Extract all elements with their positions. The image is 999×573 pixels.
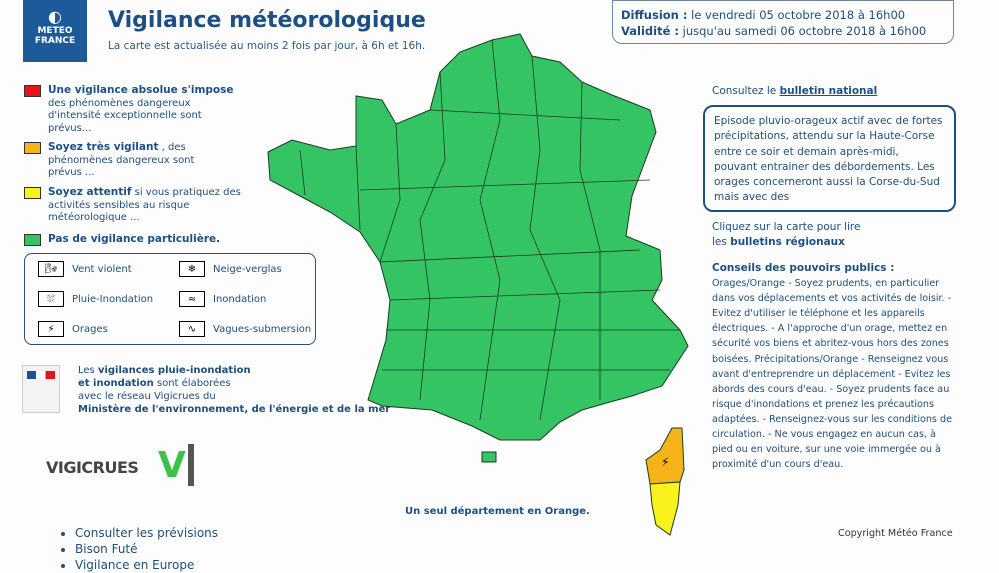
- regional-bulletins-link[interactable]: bulletins régionaux: [730, 236, 845, 248]
- logo-text-line1: METEO: [37, 26, 73, 36]
- legend-text: , des phénomènes dangereux sont prévus ...: [48, 142, 195, 178]
- ministry-t1: Les: [78, 365, 98, 376]
- legend-title: Soyez attentif: [48, 186, 132, 198]
- v-letter: V: [158, 445, 186, 486]
- regional-prefix: les: [712, 236, 731, 248]
- legend-text: si vous pratiquez des activités sensibles au risque météorologique ...: [48, 187, 241, 223]
- phenomenon-label: Pluie-Inondation: [72, 293, 154, 305]
- snow-ice-icon: ❄: [179, 261, 205, 277]
- lightning-icon: ⚡: [38, 321, 64, 337]
- national-prefix: Consultez le: [712, 85, 780, 97]
- map-inset[interactable]: [482, 452, 496, 462]
- regional-line1: Cliquez sur la carte pour lire: [712, 221, 861, 233]
- page-subtitle: La carte est actualisée au moins 2 fois par jour, à 6h et 16h.: [108, 40, 426, 52]
- validite-value: jusqu'au samedi 06 octobre 2018 à 16h00: [682, 24, 927, 38]
- advice-title: Conseils des pouvoirs publics :: [712, 262, 895, 274]
- flood-icon: ≈: [179, 291, 205, 307]
- rain-flood-icon: ⛆: [38, 291, 64, 307]
- link-bison-fute[interactable]: • Bison Futé: [75, 541, 218, 557]
- legend-text: des phénomènes dangereux d'intensité exceptionnelle sont prévus...: [48, 97, 202, 134]
- map-caption: Un seul département en Orange.: [405, 506, 590, 517]
- link-europe[interactable]: • Vigilance en Europe: [75, 557, 218, 573]
- waves-icon: ∿: [179, 321, 205, 337]
- map-france[interactable]: [268, 34, 688, 440]
- bulletin-box: Episode pluvio-orageux actif avec de fortes précipitations, attendu sur la Haute-Corse entre ce soir et demain après-midi, pouvant entrainer des débordements. Les orages concerneront aussi la Corse-du-Sud mais avec des: [703, 105, 956, 212]
- map-corse-du-sud[interactable]: [650, 482, 680, 535]
- logo-icon: ◐: [48, 7, 62, 26]
- phenomenon-label: Vagues-submersion: [213, 323, 312, 335]
- lightning-icon: ⚡: [661, 455, 670, 469]
- phenomenon-label: Inondation: [213, 293, 267, 305]
- legend-title: Soyez très vigilant: [48, 141, 159, 153]
- ministry-t3: avec le réseau Vigicrues du: [78, 391, 216, 402]
- ministry-t2: sont élaborées: [153, 378, 231, 389]
- legend-title: Pas de vigilance particulière.: [48, 233, 221, 245]
- national-bulletin-line: [712, 84, 877, 99]
- ministry-b1: vigilances pluie-inondation: [97, 365, 251, 376]
- phenomenon-label: Orages: [72, 323, 108, 335]
- copyright: Copyright Météo France: [838, 528, 953, 539]
- public-advice: [712, 261, 952, 472]
- regional-bulletins-line: [712, 220, 860, 250]
- link-previsions[interactable]: • Consulter les prévisions: [75, 525, 218, 541]
- phenomenon-label: Neige-verglas: [213, 263, 282, 275]
- page-title: Vigilance météorologique: [108, 8, 426, 33]
- logo-text-line2: FRANCE: [34, 36, 76, 46]
- vigicrues-logo[interactable]: VIGICRUES: [46, 458, 139, 477]
- phenomenon-label: Vent violent: [72, 263, 132, 275]
- diffusion-value: le vendredi 05 octobre 2018 à 16h00: [691, 8, 906, 22]
- windsock-icon: 🌬: [38, 261, 64, 277]
- legend-title: Une vigilance absolue s'impose: [48, 84, 234, 96]
- ministry-b2: et inondation: [78, 378, 154, 389]
- validite-label: Validité :: [621, 24, 679, 38]
- ministry-b3: Ministère de l'environnement, de l'énergie et de la mer: [78, 404, 391, 415]
- advice-text: Orages/Orange - Soyez prudents, en particulier dans vos déplacements et vos activités de loisir. - Evitez d'utiliser le téléphone et les appareils électriques. - A l'approche d'un orage, mettez en sécurité vos biens et abritez-vous hors des zones boisées. Précipitations/Orange - Renseignez vous avant d'entreprendre un déplacement - Evitez les abords des cours d'eau. - Soyez prudents face au risque d'inondations et prenez les précautions adaptées. - Renseignez-vous sur les conditions de circulation. - Ne vous engagez en aucun cas, à pied ou en voiture, sur une voie immergée ou à proximité d'un cours d'eau.: [712, 278, 952, 471]
- diffusion-label: Diffusion :: [621, 8, 688, 22]
- national-bulletin-link[interactable]: bulletin national: [779, 85, 878, 97]
